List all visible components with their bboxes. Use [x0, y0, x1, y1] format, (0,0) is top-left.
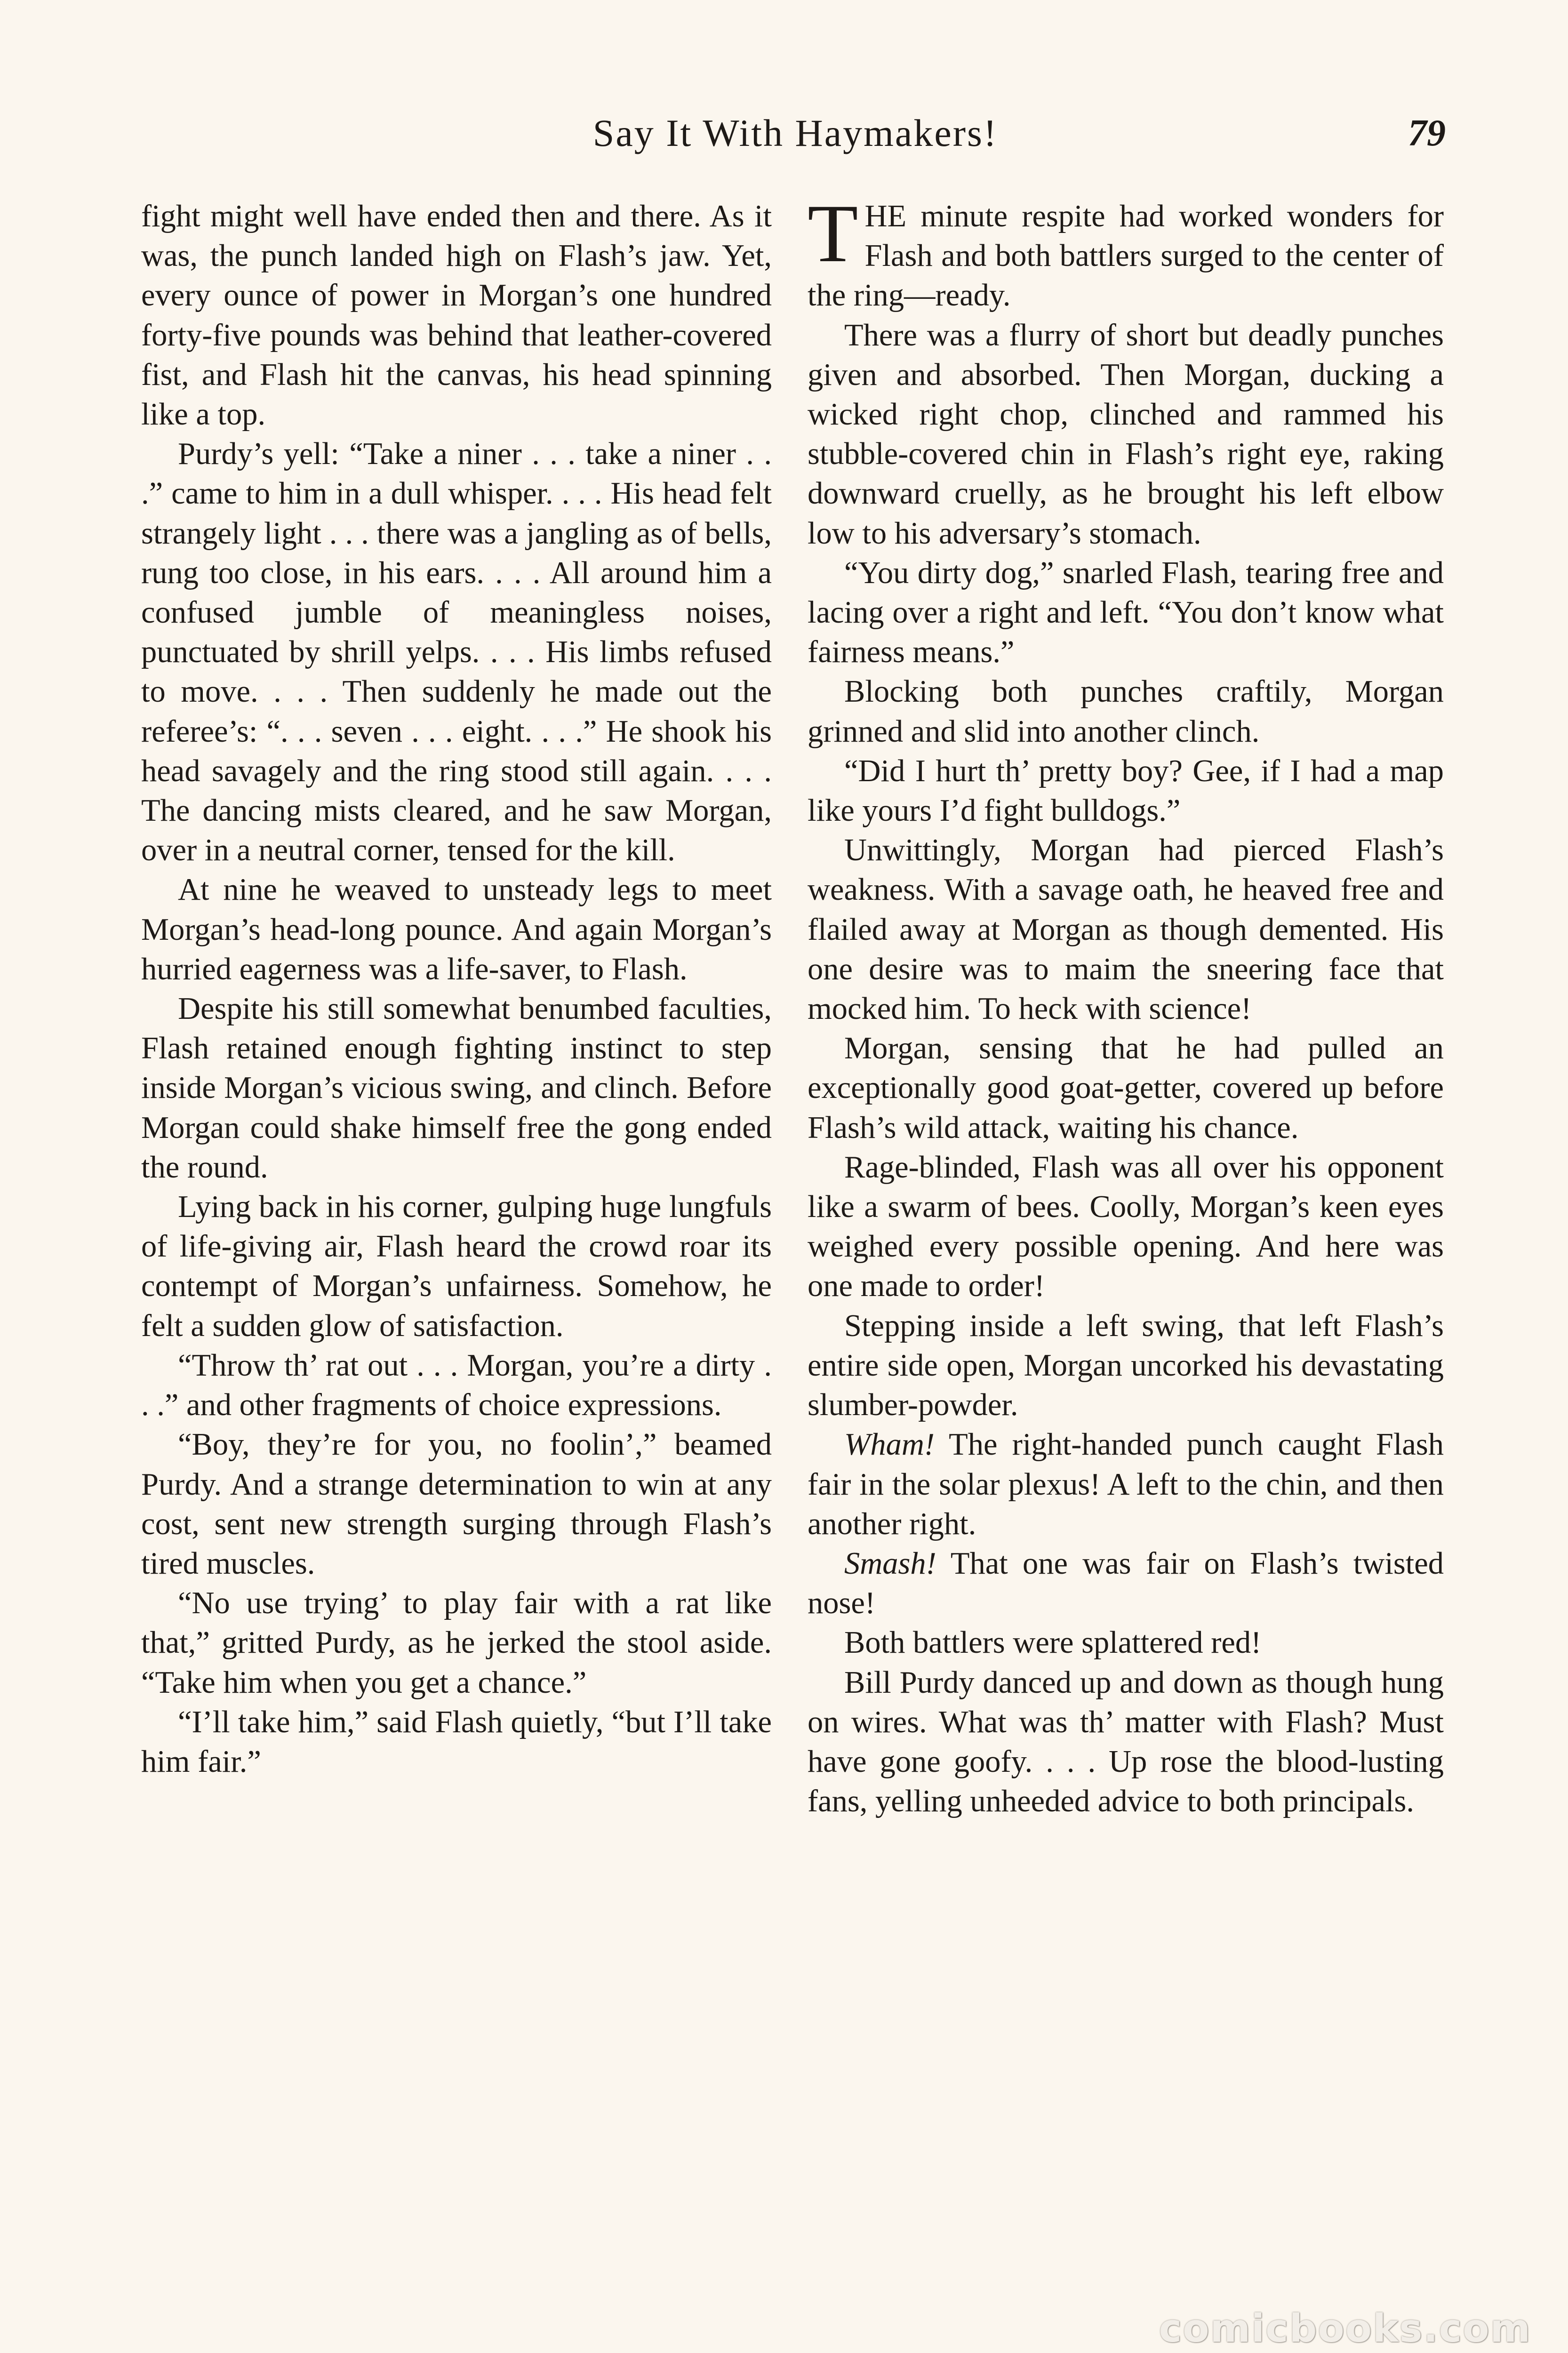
opening-paragraph-text: HE minute respite had worked wonders for Flash and both battlers surged to the center of the ring—ready. [808, 199, 1444, 313]
paragraph: “No use trying’ to play fair with a rat like that,” gritted Purdy, as he jerked the stool aside. “Take him when you get a chance.” [141, 1586, 772, 1700]
paragraph: Despite his still somewhat benumbed faculties, Flash retained enough fighting instinct to step inside Morgan’s vicious swing, and clinch. Before Morgan could shake himself free the gong ended the round. [141, 992, 772, 1185]
paragraph: “Boy, they’re for you, no foolin’,” beamed Purdy. And a strange determination to win at any cost, sent new strength surging through Flash’s tired muscles. [141, 1427, 772, 1581]
paragraph: Lying back in his corner, gulping huge lungfuls of life-giving air, Flash heard the crowd roar its contempt of Morgan’s unfairness. Somehow, he felt a sudden glow of satisfaction. [141, 1190, 772, 1343]
opening-paragraph [808, 188, 1444, 316]
smash-text: That one was fair on Flash’s twisted nose! [808, 1546, 1444, 1621]
right-column [808, 188, 1444, 1821]
paragraph: At nine he weaved to unsteady legs to meet Morgan’s head-long pounce. And again Morgan’s hurried eagerness was a life-saver, to Flash. [141, 872, 772, 986]
paragraph: Bill Purdy danced up and down as though hung on wires. What was th’ matter with Flash? Must have gone goofy. . . . Up rose the blood-lusting fans, yelling unheeded advice to both principals. [808, 1665, 1444, 1819]
paragraph: Stepping inside a left swing, that left Flash’s entire side open, Morgan uncorked his devastating slumber-powder. [808, 1308, 1444, 1423]
paragraph: There was a flurry of short but deadly punches given and absorbed. Then Morgan, ducking a wicked right chop, clinched and rammed his stubble-covered chin in Flash’s right eye, raking downward cruelly, as he brought his left elbow low to his adversary’s stomach. [808, 318, 1444, 551]
running-title: Say It With Haymakers! [592, 112, 998, 154]
paragraph: Both battlers were splattered red! [844, 1625, 1262, 1660]
paragraph: “I’ll take him,” said Flash quietly, “but I’ll take him fair.” [141, 1705, 772, 1779]
wham-italic: Wham! [844, 1427, 935, 1462]
page-number: 79 [1408, 112, 1446, 154]
running-header [141, 107, 1449, 159]
wham-text: The right-handed punch caught Flash fair in the solar plexus! A left to the chin, and then another right. [808, 1427, 1444, 1541]
paragraph: Unwittingly, Morgan had pierced Flash’s weakness. With a savage oath, he heaved free and flailed away at Morgan as though demented. His one desire was to maim the sneering face that mocked him. To heck with science! [808, 833, 1444, 1026]
left-column [141, 197, 772, 1782]
paragraph-wham [808, 1425, 1444, 1544]
paragraph: Blocking both punches craftily, Morgan grinned and slid into another clinch. [808, 674, 1444, 749]
drop-cap: T [808, 188, 858, 280]
paragraph: Rage-blinded, Flash was all over his opponent like a swarm of bees. Coolly, Morgan’s keen eyes weighed every possible opening. And here was one made to order! [808, 1150, 1444, 1304]
smash-italic: Smash! [844, 1546, 936, 1581]
paragraph: “You dirty dog,” snarled Flash, tearing free and lacing over a right and left. “You don’t know what fairness means.” [808, 555, 1444, 670]
paragraph: Purdy’s yell: “Take a niner . . . take a niner . . .” came to him in a dull whisper. . . . His head felt strangely light . . . there was a jangling as of bells, rung too close, in his ears. . . . All around him a confused jumble of meaningless noises, punctuated by shrill yelps. . . . His limbs refused to move. . . . Then suddenly he made out the referee’s: “. . . seven . . . eight. . . .” He shook his head savagely and the ring stood still again. . . . The dancing mists cleared, and he saw Morgan, over in a neutral corner, tensed for the kill. [141, 437, 772, 868]
paragraph: “Throw th’ rat out . . . Morgan, you’re a dirty . . .” and other fragments of choice expressions. [141, 1348, 772, 1423]
site-watermark: comicbooks.com [1159, 2306, 1531, 2351]
paragraph-smash [808, 1544, 1444, 1623]
paragraph: fight might well have ended then and there. As it was, the punch landed high on Flash’s jaw. Yet, every ounce of power in Morgan’s one hundred forty-five pounds was behind that leather-covered fist, and Flash hit the canvas, his head spinning like a top. [141, 199, 772, 432]
paragraph: Morgan, sensing that he had pulled an exceptionally good goat-getter, covered up before Flash’s wild attack, waiting his chance. [808, 1031, 1444, 1145]
paragraph: “Did I hurt th’ pretty boy? Gee, if I had a map like yours I’d fight bulldogs.” [808, 753, 1444, 828]
